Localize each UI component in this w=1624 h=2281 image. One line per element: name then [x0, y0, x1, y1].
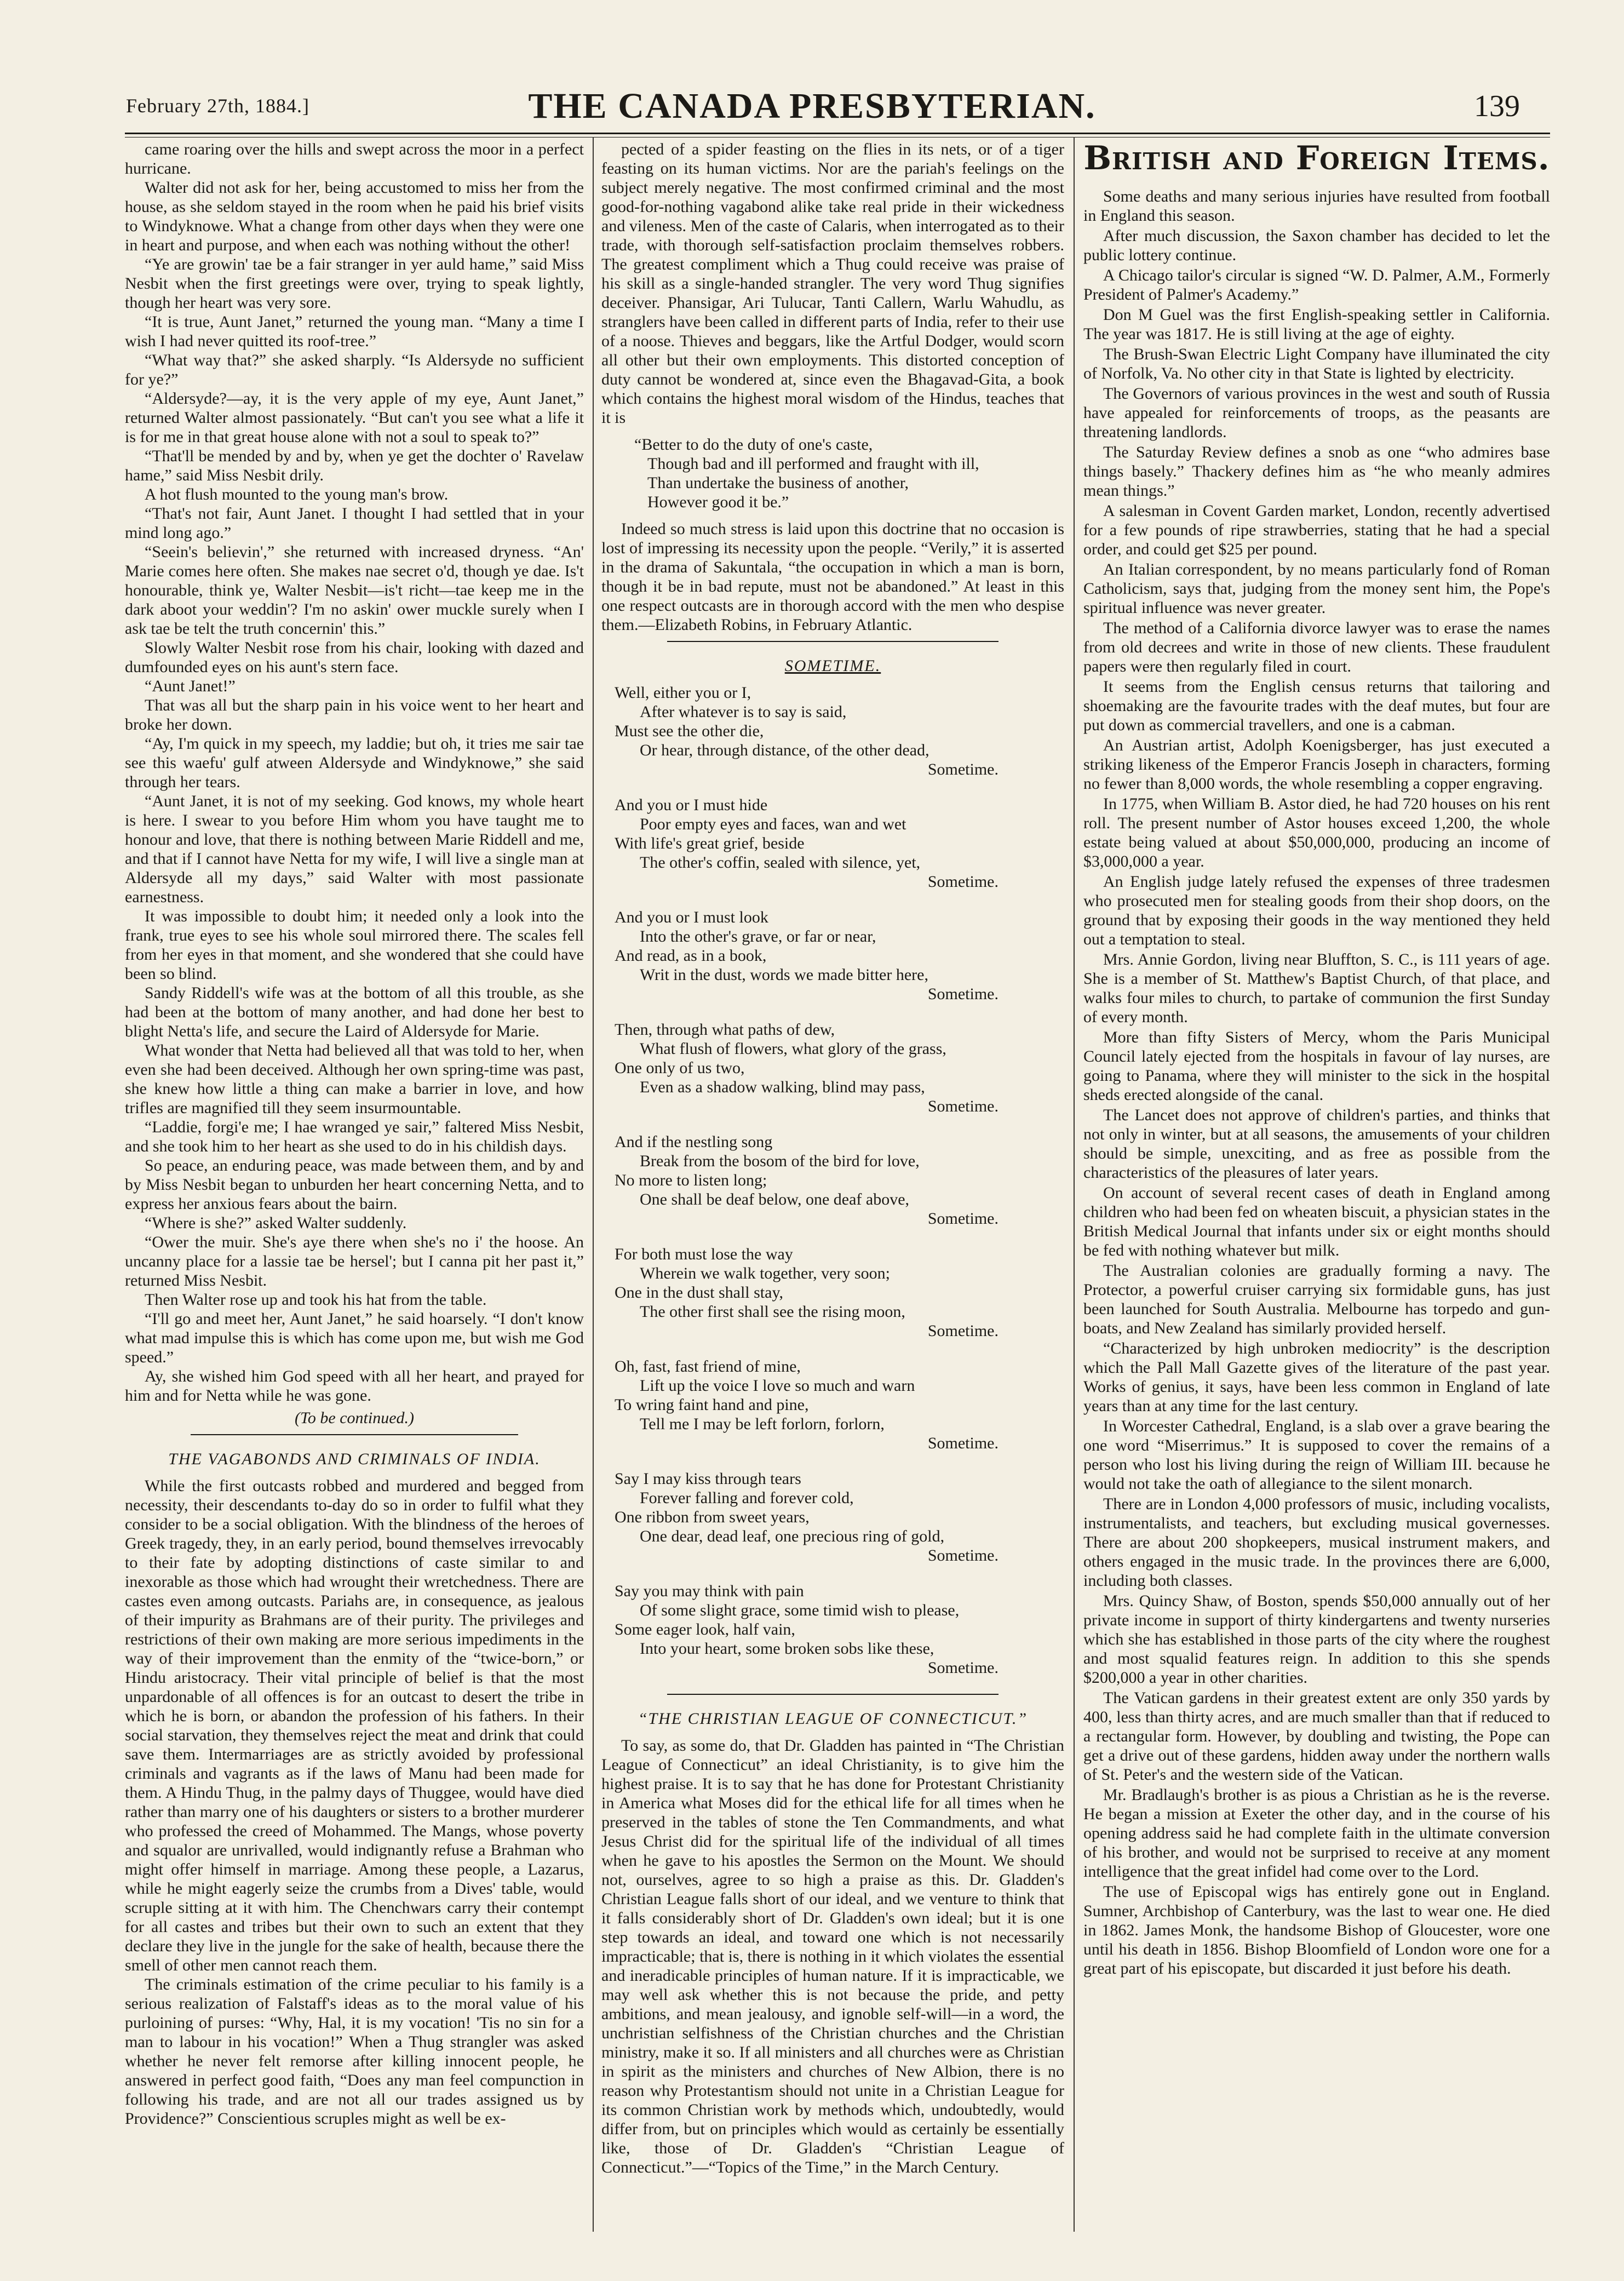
section-rule — [191, 1434, 518, 1435]
poem-line: One ribbon from sweet years, — [615, 1508, 810, 1526]
poem-line: One shall be deaf below, one deaf above, — [640, 1190, 910, 1208]
poem-stanza — [601, 908, 1064, 1004]
gita-quote — [634, 435, 1064, 512]
news-item: Don M Guel was the first English-speaking settler in California. The year was 1817. He is still living at the age of eighty. — [1083, 306, 1550, 343]
story-paragraph: It was impossible to doubt him; it needed only a look into the frank, true eyes to see his whole soul mirrored there. The scales fell from her eyes in that moment, and she wondered that she could have been so blind. — [125, 907, 584, 983]
column-divider-2 — [1074, 137, 1075, 2232]
section-title-british-foreign: British and Foreign Items. — [1083, 140, 1550, 177]
news-item: An Italian correspondent, by no means particularly fond of Roman Catholicism, says that, judging from the money sent him, the Pope's spiritual influence was never greater. — [1083, 560, 1550, 617]
poem-line: Of some slight grace, some timid wish to please, — [640, 1601, 960, 1619]
poem-stanza — [601, 1020, 1064, 1116]
quote-line: “Better to do the duty of one's caste, — [634, 435, 873, 454]
masthead-title: THE CANADA PRESBYTERIAN. — [528, 86, 1096, 126]
poem-line: Break from the bosom of the bird for love, — [640, 1152, 920, 1170]
poem-line: After whatever is to say is said, — [640, 703, 847, 721]
to-be-continued: (To be continued.) — [294, 1409, 415, 1427]
poem-line: What flush of flowers, what glory of the grass, — [640, 1040, 946, 1058]
poem-refrain: Sometime. — [927, 985, 998, 1003]
poem-refrain: Sometime. — [927, 873, 998, 891]
section-rule — [667, 641, 998, 642]
poem-line: For both must lose the way — [615, 1245, 793, 1263]
story-paragraph: “It is true, Aunt Janet,” returned the young man. “Many a time I wish I had never quitted its roof-tree.” — [125, 313, 584, 350]
article-paragraph: pected of a spider feasting on the flies in its nets, or of a tiger feasting on its human victims. Nor are the pariah's feelings on the subject merely negative. The most confirmed criminal and the most good-for-nothing vagabond alike take real pride in their wickedness and vileness. Men of the caste of Calaris, when interrogated as to their trade, with thorough self-satisfaction proclaim themselves robbers. The greatest compliment which a Thug could receive was praise of his skill as a single-handed strangler. The very word Thug signifies deceiver. Phansigar, Ari Tulucar, Tanti Callern, Warlu Wahudlu, as stranglers have been called in different parts of India, refer to their use of a noose. Thieves and beggars, like the Artful Dodger, would scorn all other but their own employments. This distorted conception of duty cannot be wondered at, since even the Bhagavad-Gita, a book which contains the highest moral wisdom of the Hindus, teaches that it is — [601, 140, 1064, 427]
poem-line: Forever falling and forever cold, — [640, 1489, 854, 1507]
article-conclusion: Indeed so much stress is laid upon this doctrine that no occasion is lost of impressing its necessity upon the people. “Verily,” it is asserted in the drama of Sakuntala, “the occupation in which a man is born, though it be in bad repute, must not be abandoned.” At least in this one respect outcasts are in thorough accord with the men who despise them.—Elizabeth Robins, in February Atlantic. — [601, 520, 1064, 634]
news-item: Mrs. Quincy Shaw, of Boston, spends $50,000 annually out of her private income in support of thirty kindergartens and twenty nurseries which she has established in those parts of the city where the roughest and most squalid features reign. In addition to this she spends $200,000 a year in other charities. — [1083, 1592, 1550, 1687]
poem-line: And you or I must look — [615, 908, 768, 926]
story-paragraph: That was all but the sharp pain in his voice went to her heart and broke her down. — [125, 696, 584, 733]
section-rule — [667, 1694, 998, 1695]
news-item: The Governors of various provinces in the west and south of Russia have appealed for reinforcements of troops, as the peasants are threatening landlords. — [1083, 385, 1550, 441]
poem-line: And you or I must hide — [615, 796, 768, 814]
poem-line: And read, as in a book, — [615, 947, 767, 965]
poem-stanza — [601, 1357, 1064, 1453]
story-paragraph: “Laddie, forgi'e me; I hae wranged ye sair,” faltered Miss Nesbit, and she took him to her heart as she used to do in his childish days. — [125, 1118, 584, 1155]
poem-line: Some eager look, half vain, — [615, 1620, 795, 1638]
story-paragraph: “Seein's believin',” she returned with increased dryness. “An' Marie comes here often. She makes nae secret o'd, though ye dae. Is't honourable, think ye, Walter Nesbit—is't richt—tae keep me in the dark aboot your weddin'? I'm no askin' ower muckle surely when I ask tae be telt the truth concernin' this.” — [125, 543, 584, 638]
poem-line: Wherein we walk together, very soon; — [640, 1264, 890, 1282]
news-item: An English judge lately refused the expenses of three tradesmen who prosecuted men for stealing goods from their shop doors, on the ground that by exposing their goods in the way mentioned they held out a temptation to steal. — [1083, 873, 1550, 948]
story-paragraph: “What way that?” she asked sharply. “Is Aldersyde no sufficient for ye?” — [125, 351, 584, 388]
league-title: “THE CHRISTIAN LEAGUE OF CONNECTICUT.” — [638, 1710, 1028, 1728]
story-paragraph: So peace, an enduring peace, was made between them, and by and by Miss Nesbit began to unburden her heart concerning Netta, and to express her anxious fears about the bairn. — [125, 1156, 584, 1213]
poem-refrain: Sometime. — [927, 1097, 998, 1115]
news-item: The Australian colonies are gradually forming a navy. The Protector, a powerful cruiser carrying six formidable guns, has just been launched for South Australia. Melbourne has torpedo and gun-boats, and New Zealand has similarly provided herself. — [1083, 1262, 1550, 1337]
poem-line: The other's coffin, sealed with silence, yet, — [640, 853, 921, 872]
league-paragraph: To say, as some do, that Dr. Gladden has painted in “The Christian League of Connecticut” an ideal Christianity, is to give him the highest praise. It is to say that he has done for Protestant Christianity in America what Moses did for the ethical life for all times when he preserved in the tables of stone the Ten Commandments, and what Jesus Christ did for the spiritual life of the individual of all times when he gave to his apostles the Sermon on the Mount. We should not, ourselves, agree to so high a praise as this. Dr. Gladden's Christian League falls short of our ideal, and we venture to think that it falls considerably short of Dr. Gladden's own ideal; but it is one step towards an ideal, and toward one which is not necessarily impracticable; that is, there is nothing in it which violates the essential and ineradicable principles of human nature. If it is impracticable, we may well ask whether this is not because the pride, and petty ambitions, and mean jealousy, and ignoble self-will—in a word, the unchristian selfishness of the Christian churches and the Christian ministry, make it so. If all ministers and all churches were as Christian in spirit as the ministers and churches of New Albion, there is no reason why Protestantism should not unite in a Christian League for its common Christian work by methods which, undoubtedly, would differ from, but on principles which would as certainly be essentially like, those of Dr. Gladden's “Christian League of Connecticut.”—“Topics of the Time,” in the March Century. — [601, 1736, 1064, 2176]
news-item: The Vatican gardens in their greatest extent are only 350 yards by 400, less than thirty acres, and are much smaller than that if reduced to a rectangular form. However, by doubling and twisting, the Pope can get a drive out of these gardens, hidden away under the northern walls of St. Peter's and the western side of the Vatican. — [1083, 1689, 1550, 1784]
news-item: The Brush-Swan Electric Light Company have illuminated the city of Norfolk, Va. No other city in that State is lighted by electricity. — [1083, 345, 1550, 382]
news-item: Some deaths and many serious injuries have resulted from football in England this season. — [1083, 187, 1550, 225]
poem-stanza — [601, 1581, 1064, 1677]
quote-line: However good it be.” — [647, 493, 789, 511]
news-items — [1083, 187, 1550, 1978]
story-paragraph: “That's not fair, Aunt Janet. I thought I had settled that in your mind long ago.” — [125, 505, 584, 542]
poem-line: One only of us two, — [615, 1059, 745, 1077]
quote-line: Than undertake the business of another, — [647, 474, 909, 492]
article-title-vagabonds: THE VAGABONDS AND CRIMINALS OF INDIA. — [168, 1450, 541, 1468]
poem-refrain: Sometime. — [927, 1659, 998, 1677]
story-paragraph: “Ay, I'm quick in my speech, my laddie; but oh, it tries me sair tae see this waefu' gulf atween Aldersyde and Windyknowe,” she said through her tears. — [125, 735, 584, 791]
poem-line: Then, through what paths of dew, — [615, 1021, 835, 1039]
poem-line: Or hear, through distance, of the other dead, — [640, 741, 929, 759]
news-item: A Chicago tailor's circular is signed “W. D. Palmer, A.M., Formerly President of Palmer's Academy.” — [1083, 266, 1550, 303]
story-paragraph: came roaring over the hills and swept across the moor in a perfect hurricane. — [125, 140, 584, 177]
story-paragraph: “Ower the muir. She's aye there when she's no i' the hoose. An uncanny place for a lassie tae be hersel'; but I canna pit her past it,” returned Miss Nesbit. — [125, 1233, 584, 1289]
column-3 — [1083, 140, 1550, 2232]
header-rule-top — [125, 133, 1550, 134]
poem-line: One in the dust shall stay, — [615, 1283, 784, 1302]
poem-stanza — [601, 1469, 1064, 1565]
story-paragraph: “Ye are growin' tae be a fair stranger in yer auld hame,” said Miss Nesbit when the first greetings were over, trying to speak lightly, though her heart was very sore. — [125, 255, 584, 312]
news-item: The method of a California divorce lawyer was to erase the names from old decrees and write in those of new clients. These fraudulent papers were then regularly filed in court. — [1083, 619, 1550, 675]
issue-date: February 27th, 1884.] — [126, 95, 309, 117]
poem-stanza — [601, 795, 1064, 891]
news-item: An Austrian artist, Adolph Koenigsberger, has just executed a striking likeness of the Emperor Francis Joseph in characters, forming no fewer than 8,000 words, the whole resembling a copper engraving. — [1083, 736, 1550, 793]
story-paragraph: What wonder that Netta had believed all that was told to her, when even she had been deceived. Although her own spring-time was past, she knew how little a thing can make a barrier in love, and how trifles are magnified till they seem insurmountable. — [125, 1041, 584, 1117]
story-paragraph: Sandy Riddell's wife was at the bottom of all this trouble, as she had been at the bottom of many another, and had done her best to blight Netta's life, and secure the Laird of Aldersyde for Marie. — [125, 984, 584, 1040]
column-divider-1 — [593, 137, 594, 2232]
column-1 — [125, 140, 584, 2232]
news-item: Mrs. Annie Gordon, living near Bluffton, S. C., is 111 years of age. She is a member of St. Matthew's Baptist Church, of that place, and walks four miles to church, to partake of communion the first Sunday of every month. — [1083, 950, 1550, 1026]
column-2 — [601, 140, 1064, 2232]
poem-line: Into your heart, some broken sobs like these, — [640, 1640, 934, 1658]
story-paragraph: Slowly Walter Nesbit rose from his chair, looking with dazed and dumfounded eyes on his aunt's stern face. — [125, 639, 584, 676]
news-item: The Lancet does not approve of children's parties, and thinks that not only in winter, but at all seasons, the amusements of your children should be simple, unexciting, and as free as possible from the characteristics of the pleasures of later years. — [1083, 1106, 1550, 1182]
poem-line: No more to listen long; — [615, 1171, 767, 1189]
poem-line: Writ in the dust, words we made bitter here, — [640, 966, 928, 984]
story-paragraph: “Aunt Janet, it is not of my seeking. God knows, my whole heart is here. I swear to you before Him whom you have taught me to honour and love, that there is nothing between Marie Riddell and me, and that if I cannot have Netta for my wife, I will live a single man at Aldersyde all my days,” said Walter with most passionate earnestness. — [125, 792, 584, 906]
poem-stanza — [601, 1132, 1064, 1228]
news-item: On account of several recent cases of death in England among children who had been fed on wheaten biscuit, a physician states in the British Medical Journal that infants under six or eight months should be fed with nothing whatever but milk. — [1083, 1184, 1550, 1259]
news-item: There are in London 4,000 professors of music, including vocalists, instrumentalists, and teachers, but excluding musical governesses. There are about 200 shopkeepers, musical instrument makers, and others engaged in the music trade. In the provinces there are 6,000, including both classes. — [1083, 1495, 1550, 1590]
article-vagabonds — [125, 1476, 584, 2128]
poem-line: Say you may think with pain — [615, 1582, 804, 1600]
news-item: A salesman in Covent Garden market, London, recently advertised for a few pounds of ripe strawberries, stating that he had a special order, and could get $25 per pound. — [1083, 502, 1550, 558]
poem-refrain: Sometime. — [927, 1322, 998, 1340]
news-item: In 1775, when William B. Astor died, he had 720 houses on his rent roll. The present number of Astor houses exceed 1,200, the whole estate being valued at about $50,000,000, producing an income of $3,000,000 a year. — [1083, 795, 1550, 870]
news-item: “Characterized by high unbroken mediocrity” is the description which the Pall Mall Gazette gives of the literature of the past year. Works of genius, it says, have been less common in England of late years than at any time for the last century. — [1083, 1339, 1550, 1415]
poem-line: Into the other's grave, or far or near, — [640, 927, 876, 945]
page-number: 139 — [1474, 89, 1520, 123]
poem-title: SOMETIME. — [784, 657, 881, 675]
poem-refrain: Sometime. — [927, 760, 998, 778]
poem-line: Poor empty eyes and faces, wan and wet — [640, 815, 906, 833]
page-header — [82, 82, 1542, 148]
poem-line: One dear, dead leaf, one precious ring of gold, — [640, 1527, 945, 1545]
poem-line: Well, either you or I, — [615, 684, 751, 702]
serial-story — [125, 140, 584, 1405]
news-item: Mr. Bradlaugh's brother is as pious a Christian as he is the reverse. He began a mission at Exeter the other day, and in the course of his opening address said he had complete faith in the ultimate conversion of his brother, and would not be surprised to receive at any moment intelligence that the great infidel had come over to the Lord. — [1083, 1786, 1550, 1881]
poem-line: Oh, fast, fast friend of mine, — [615, 1357, 801, 1376]
news-item: It seems from the English census returns that tailoring and shoemaking are the favourite trades with the deaf mutes, but four are put down as commercial travellers, and one is a cabman. — [1083, 678, 1550, 734]
news-item: In Worcester Cathedral, England, is a slab over a grave bearing the one word “Miserrimus.” It is supposed to cover the remains of a person who lost his living during the reign of William III. because he would not take the oath of allegiance to the silent monarch. — [1083, 1417, 1550, 1493]
news-item: The Saturday Review defines a snob as one “who admires base things basely.” Thackery defines him as “he who meanly admires mean things.” — [1083, 443, 1550, 500]
story-paragraph: Then Walter rose up and took his hat from the table. — [145, 1291, 487, 1309]
story-paragraph: “That'll be mended by and by, when ye get the dochter o' Ravelaw hame,” said Miss Nesbit drily. — [125, 447, 584, 484]
poem-line: With life's great grief, beside — [615, 834, 805, 852]
news-item: After much discussion, the Saxon chamber has decided to let the public lottery continue. — [1083, 227, 1550, 264]
quote-line: Though bad and ill performed and fraught with ill, — [647, 455, 979, 473]
poem-line: The other first shall see the rising moon, — [640, 1303, 905, 1321]
poem-line: Tell me I may be left forlorn, forlorn, — [640, 1415, 885, 1433]
poem-line: Even as a shadow walking, blind may pass, — [640, 1078, 925, 1096]
poem-line: Say I may kiss through tears — [615, 1470, 801, 1488]
article-vagabonds-continued — [601, 140, 1064, 427]
poem-line: Must see the other die, — [615, 722, 764, 740]
story-paragraph: Walter did not ask for her, being accustomed to miss her from the house, as she seldom stayed in the room when he paid his brief visits to Windyknowe. What a change from other days when they were one in heart and purpose, and when each was nothing without the other! — [125, 179, 584, 254]
news-item: The use of Episcopal wigs has entirely gone out in England. Sumner, Archbishop of Canterbury, was the last to wear one. He died in 1862. James Monk, the handsome Bishop of Gloucester, wore one until his death in 1856. Bishop Bloomfield of London wore one for a great part of his episcopate, but discarded it just before his death. — [1083, 1883, 1550, 1978]
poem-line: To wring faint hand and pine, — [615, 1396, 809, 1414]
news-item: More than fifty Sisters of Mercy, whom the Paris Municipal Council lately ejected from the hospitals in favour of lay nurses, are going to Panama, where they will minister to the sick in the hospital sheds erected alongside of the canal. — [1083, 1028, 1550, 1104]
story-paragraph: A hot flush mounted to the young man's brow. — [145, 485, 449, 503]
poem-sometime — [601, 683, 1064, 1677]
poem-line: Lift up the voice I love so much and warn — [640, 1377, 915, 1395]
story-paragraph: Ay, she wished him God speed with all her heart, and prayed for him and for Netta while he was gone. — [125, 1367, 584, 1405]
article-paragraph: While the first outcasts robbed and murdered and begged from necessity, their descendants to-day do so in order to fulfil what they consider to be a social obligation. With the blindness of the heroes of Greek tragedy, they, in an early period, bound themselves irrevocably to their fate by adopting distinctions of caste similar to and inexorable as those which had wrought their wretchedness. There are castes even among outcasts. Pariahs are, in consequence, as jealous of their impurity as Brahmans are of their purity. The privileges and restrictions of their own making are more serious impediments in the way of their improvement than the enmity of the “twice-born,” or Hindu aristocracy. Their vital principle of belief is that the most unpardonable of all offences is for an outcast to desert the tribe in which he is born, or abandon the profession of his fathers. In their social starvation, they themselves reject the meat and drink that could save them. Intermarriages are as strictly avoided by professional criminals and vagrants as if the laws of Manu had been made for them. A Hindu Thug, in the palmy days of Thuggee, would have died rather than marry one of his daughters or sisters to a brother murderer who professed the creed of Mohammed. The Mangs, whose poverty and squalor are unrivalled, would indignantly refuse a Brahman who might offer himself in marriage. Among these people, a Lazarus, while he might eagerly seize the crumbs from a Dives' table, would scruple sitting at it with him. The Chenchwars carry their contempt for all castes and tribes but their own to such an extent that they declare they live in the jungle for the sake of health, because there the smell of other men cannot reach them. — [125, 1477, 584, 1974]
story-paragraph: “Aunt Janet!” — [145, 677, 236, 695]
poem-refrain: Sometime. — [927, 1210, 998, 1228]
poem-line: And if the nestling song — [615, 1133, 773, 1151]
story-paragraph: “Aldersyde?—ay, it is the very apple of my eye, Aunt Janet,” returned Walter almost passionately. “But can't you see what a life it is for me in that great house alone with not a soul to speak to?” — [125, 389, 584, 446]
poem-stanza — [601, 683, 1064, 779]
poem-refrain: Sometime. — [927, 1434, 998, 1452]
poem-refrain: Sometime. — [927, 1546, 998, 1564]
story-paragraph: “I'll go and meet her, Aunt Janet,” he said hoarsely. “I don't know what mad impulse this is which has come upon me, but wish me God speed.” — [125, 1310, 584, 1366]
article-paragraph: The criminals estimation of the crime peculiar to his family is a serious realization of Falstaff's ideas as to the moral value of his purloining of purses: “Why, Hal, it is my vocation! 'Tis no sin for a man to labour in his vocation!” When a Thug strangler was asked whether he never felt remorse after killing innocent people, he answered in perfect good faith, “Does any man feel compunction in following his trade, and are not all our trades assigned us by Providence?” Conscientious scruples might as well be ex- — [125, 1975, 584, 2128]
story-paragraph: “Where is she?” asked Walter suddenly. — [145, 1214, 407, 1232]
poem-stanza — [601, 1245, 1064, 1340]
